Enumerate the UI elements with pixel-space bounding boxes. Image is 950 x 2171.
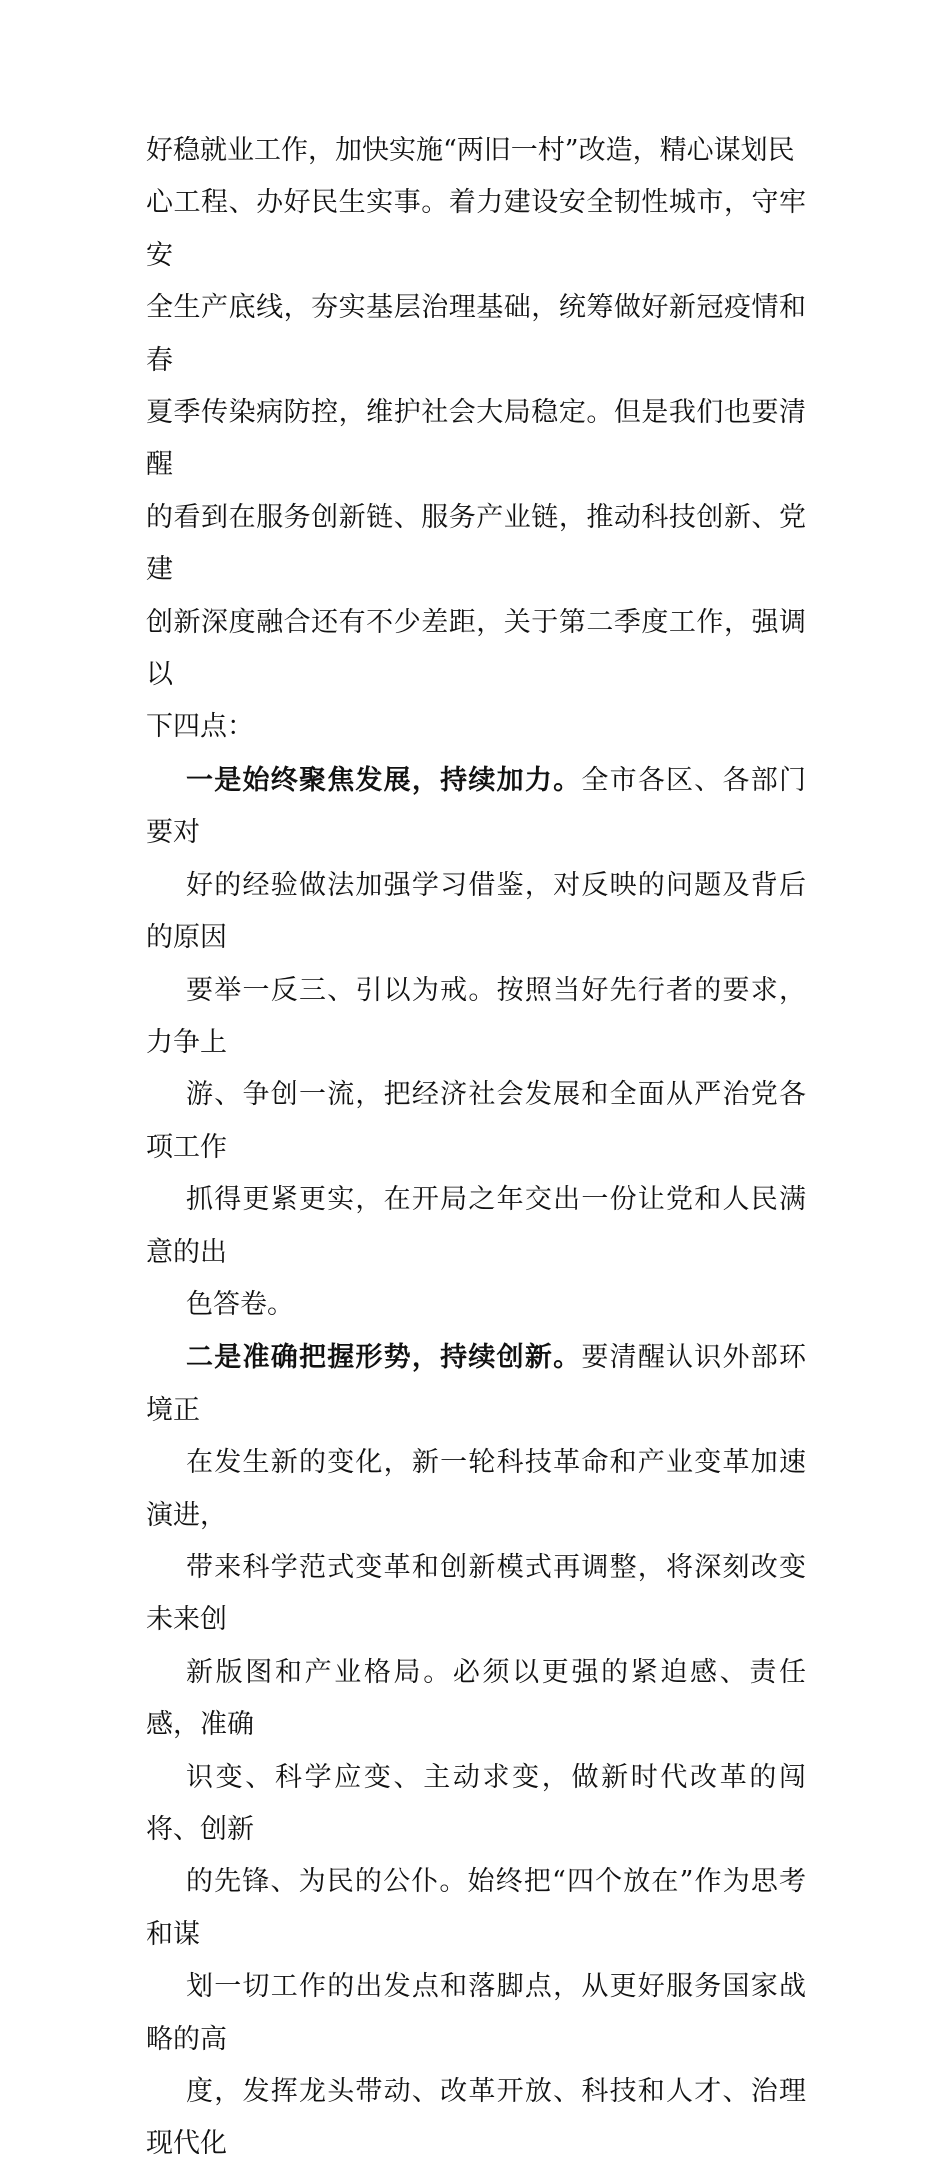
text-line: 的看到在服务创新链、服务产业链，推动科技创新、党建 xyxy=(146,501,806,586)
text-line: 夏季传染病防控，维护社会大局稳定。但是我们也要清醒 xyxy=(146,397,806,481)
text-line: 抓得更紧更实，在开局之年交出一份让党和人民满意的出 xyxy=(146,1184,806,1268)
text-line-first xyxy=(146,1332,806,1437)
text-line-first xyxy=(146,755,806,860)
text-line: 带来科学范式变革和创新模式再调整，将深刻改变未来创 xyxy=(146,1551,806,1636)
text-line: 全生产底线，夯实基层治理基础，统筹做好新冠疫情和春 xyxy=(146,292,806,376)
text-line: 游、争创一流，把经济社会发展和全面从严治党各项工作 xyxy=(146,1079,806,1163)
point-heading: 一是始终聚焦发展，持续加力。 xyxy=(186,764,582,796)
text-line: 识变、科学应变、主动求变，做新时代改革的闯将、创新 xyxy=(146,1761,806,1845)
text-run: 全市各区、各部门要对 xyxy=(146,764,807,849)
text-line: 下四点： xyxy=(146,711,254,743)
text-line: 心工程、办好民生实事。着力建设安全韧性城市，守牢安 xyxy=(146,187,806,271)
text-line: 要举一反三、引以为戒。按照当好先行者的要求，力争上 xyxy=(146,974,806,1058)
text-line: 新版图和产业格局。必须以更强的紧迫感、责任感，准确 xyxy=(146,1656,806,1741)
paragraph-point-two xyxy=(146,1332,806,2171)
text-line: 好稳就业工作，加快实施“两旧一村”改造，精心谋划民 xyxy=(146,135,795,166)
document-body xyxy=(146,125,806,2171)
paragraph-point-one xyxy=(146,755,806,1331)
text-line: 在发生新的变化，新一轮科技革命和产业变革加速演进， xyxy=(146,1447,806,1531)
point-heading: 二是准确把握形势，持续创新。 xyxy=(186,1342,582,1374)
text-run: 要清醒认识外部环境正 xyxy=(146,1342,807,1426)
text-line: 度，发挥龙头带动、改革开放、科技和人才、治理现代化 xyxy=(146,2076,806,2160)
text-line: 创新深度融合还有不少差距，关于第二季度工作，强调以 xyxy=(146,606,806,691)
paragraph-continuation xyxy=(146,125,806,754)
text-line: 划一切工作的出发点和落脚点，从更好服务国家战略的高 xyxy=(146,1971,806,2055)
text-line: 的先锋、为民的公仆。始终把“四个放在”作为思考和谋 xyxy=(146,1866,806,1950)
text-line: 好的经验做法加强学习借鉴，对反映的问题及背后的原因 xyxy=(146,869,806,954)
text-line: 色答卷。 xyxy=(186,1288,294,1320)
